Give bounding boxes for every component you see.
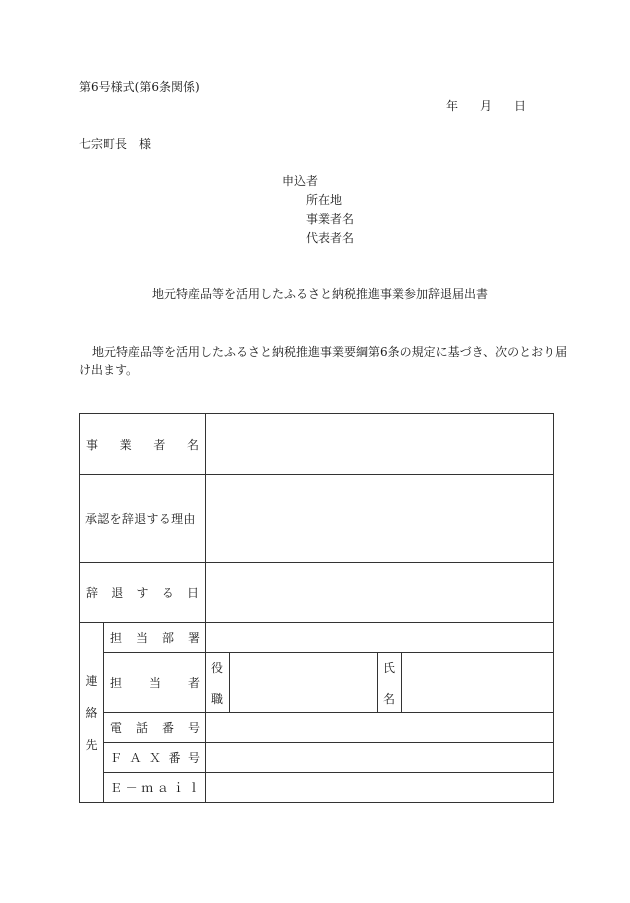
withdraw-date-label: 辞 退 す る 日 [80,563,206,623]
withdrawal-form-table [79,413,554,803]
date-month: 月 [480,99,493,113]
applicant-location-label: 所在地 [306,193,343,207]
reason-field[interactable] [206,475,554,563]
body-text: 地元特産品等を活用したふるさと納税推進事業要綱第6条の規定に基づき、次のとおり届け出ます。 [79,345,568,377]
person-label: 担 当 者 [104,653,206,713]
email-field[interactable] [206,773,554,803]
applicant-business-name-label: 事業者名 [306,212,355,226]
phone-label: 電 話 番 号 [104,713,206,743]
date-year: 年 [446,99,459,113]
document-title: 地元特産品等を活用したふるさと納税推進事業参加辞退届出書 [152,287,489,301]
addressee: 七宗町長 様 [79,137,152,151]
name-field[interactable] [402,653,554,713]
reason-label: 承認を辞退する理由 [80,475,206,563]
applicant-representative-label: 代表者名 [306,231,355,245]
date-day: 日 [514,99,527,113]
fax-label: Ｆ Ａ Ｘ 番 号 [104,743,206,773]
applicant-label: 申込者 [282,174,319,188]
date-line [446,99,526,113]
position-label: 役 職 [206,653,230,713]
position-field[interactable] [230,653,378,713]
form-number: 第6号様式(第6条関係) [79,80,200,94]
withdraw-date-field[interactable] [206,563,554,623]
phone-field[interactable] [206,713,554,743]
email-label: Ｅ － ｍ ａ ｉ ｌ [104,773,206,803]
dept-field[interactable] [206,623,554,653]
dept-label: 担 当 部 署 [104,623,206,653]
business-name-field[interactable] [206,414,554,475]
fax-field[interactable] [206,743,554,773]
business-name-label: 事 業 者 名 [80,414,206,475]
name-label: 氏 名 [378,653,402,713]
contact-label: 連 絡 先 [80,623,104,803]
